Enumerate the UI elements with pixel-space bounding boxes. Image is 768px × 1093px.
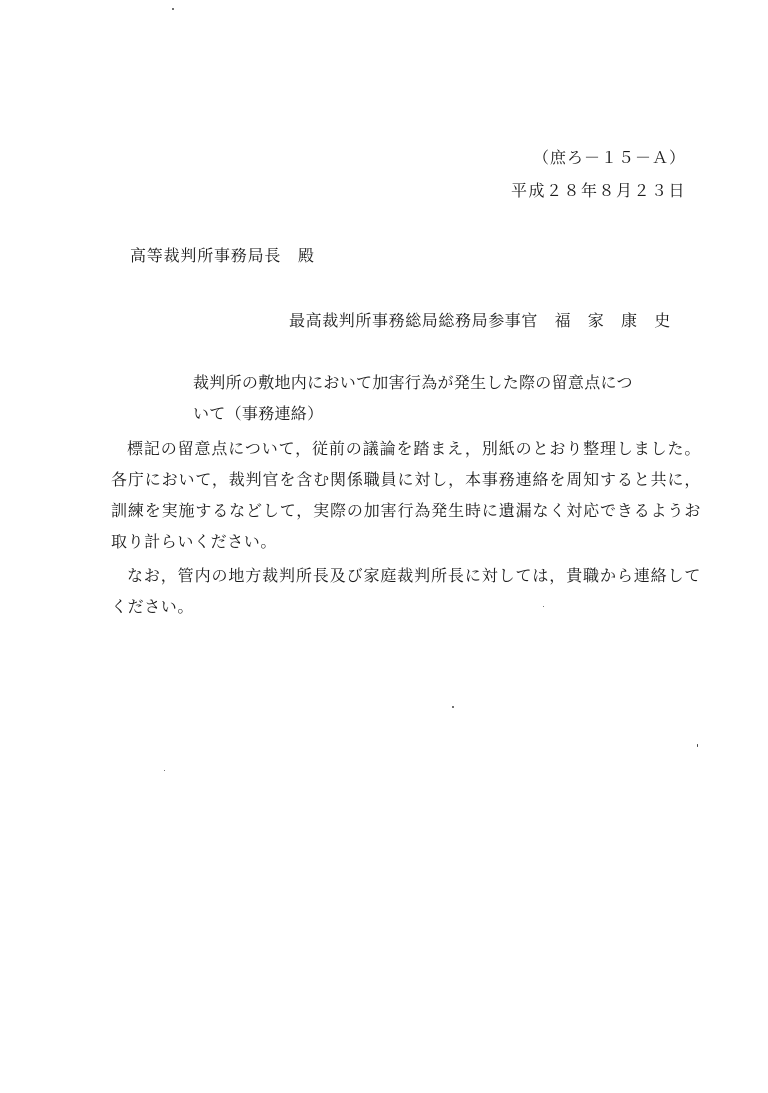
subject-line-1: 裁判所の敷地内において加害行為が発生した際の留意点につ	[193, 373, 633, 392]
scan-speck	[543, 606, 544, 607]
scan-speck	[164, 770, 165, 771]
recipient: 高等裁判所事務局長 殿	[130, 246, 315, 265]
sender: 最高裁判所事務総局総務局参事官 福 家 康 史	[289, 311, 671, 330]
scan-speck	[452, 706, 454, 708]
document-date: 平成２８年８月２３日	[511, 181, 687, 200]
body-paragraph-2: なお，管内の地方裁判所長及び家庭裁判所長に対しては，貴職から連絡してください。	[111, 566, 701, 616]
subject-line-2: いて（事務連絡）	[193, 404, 324, 423]
scan-speck	[172, 8, 174, 10]
body-paragraph-1: 標記の留意点について，従前の議論を踏まえ，別紙のとおり整理しました。各庁において，裁判官を含む関係職員に対し，本事務連絡を周知すると共に，訓練を実施するなどして，実際の加害行為発生時に遺漏なく対応できるようお取り計らいください。	[111, 439, 701, 551]
scan-speck	[697, 744, 698, 747]
document-number: （庶ろ－１５－Ａ）	[533, 148, 687, 167]
